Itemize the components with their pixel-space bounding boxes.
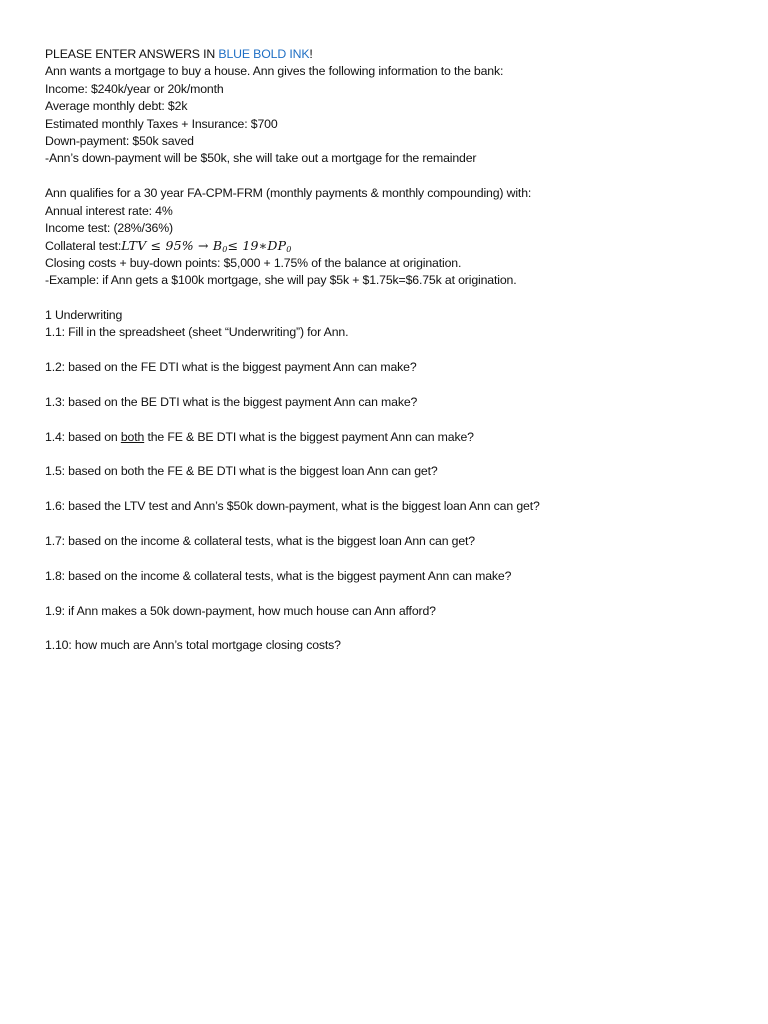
collateral-test-line: [45, 237, 745, 254]
collateral-subscript-b: 0: [222, 245, 228, 255]
collateral-formula-part-a: LTV ≤ 95% → B: [121, 238, 223, 254]
collateral-subscript-dp: 0: [286, 245, 292, 255]
closing-costs-line: Closing costs + buy-down points: $5,000 + 1.75% of the balance at origination.: [45, 255, 462, 270]
rate-line: Annual interest rate: 4%: [45, 203, 173, 218]
collateral-label: Collateral test:: [45, 239, 122, 254]
downpayment-line: Down-payment: $50k saved: [45, 133, 194, 148]
question-1-5: 1.5: based on both the FE & BE DTI what is the biggest loan Ann can get?: [45, 464, 438, 479]
question-1-4: [45, 429, 745, 446]
question-1-4-prefix: 1.4: based on: [45, 429, 121, 444]
intro-line: Ann wants a mortgage to buy a house. Ann gives the following information to the bank:: [45, 64, 504, 79]
question-1-4-suffix: the FE & BE DTI what is the biggest payment Ann can make?: [144, 429, 474, 444]
collateral-formula: [121, 238, 291, 253]
instruction-blue-text: BLUE BOLD INK: [218, 47, 310, 61]
question-1-1: 1.1: Fill in the spreadsheet (sheet “Underwriting”) for Ann.: [45, 325, 349, 340]
example-line: -Example: if Ann gets a $100k mortgage, she will pay $5k + $1.75k=$6.75k at origination.: [45, 273, 517, 288]
question-1-4-underlined: both: [120, 429, 145, 444]
question-1-3: 1.3: based on the BE DTI what is the biggest payment Ann can make?: [45, 394, 418, 409]
debt-line: Average monthly debt: $2k: [45, 99, 188, 114]
section-title: 1 Underwriting: [45, 307, 123, 322]
instruction-suffix: !: [309, 47, 313, 61]
question-1-8: 1.8: based on the income & collateral tests, what is the biggest payment Ann can make?: [45, 568, 512, 583]
taxes-line: Estimated monthly Taxes + Insurance: $700: [45, 116, 278, 131]
spacer: [45, 168, 745, 185]
spacer: [45, 289, 745, 306]
question-1-6: 1.6: based the LTV test and Ann’s $50k down-payment, what is the biggest loan Ann can get?: [45, 499, 540, 514]
qualifies-line: Ann qualifies for a 30 year FA-CPM-FRM (monthly payments & monthly compounding) with:: [45, 186, 532, 201]
question-1-10: 1.10: how much are Ann’s total mortgage closing costs?: [45, 638, 341, 653]
question-1-9: 1.9: if Ann makes a 50k down-payment, how much house can Ann afford?: [45, 603, 436, 618]
collateral-formula-part-b: ≤ 19∗DP: [227, 238, 287, 254]
instruction-line: [45, 46, 745, 63]
downpayment-note-line: -Ann’s down-payment will be $50k, she will take out a mortgage for the remainder: [45, 151, 477, 166]
question-1-7: 1.7: based on the income & collateral tests, what is the biggest loan Ann can get?: [45, 533, 475, 548]
instruction-prefix: PLEASE ENTER ANSWERS IN: [45, 47, 219, 61]
income-line: Income: $240k/year or 20k/month: [45, 81, 224, 96]
question-1-2: 1.2: based on the FE DTI what is the biggest payment Ann can make?: [45, 360, 417, 375]
income-test-line: Income test: (28%/36%): [45, 220, 173, 235]
document-page: [45, 46, 745, 655]
